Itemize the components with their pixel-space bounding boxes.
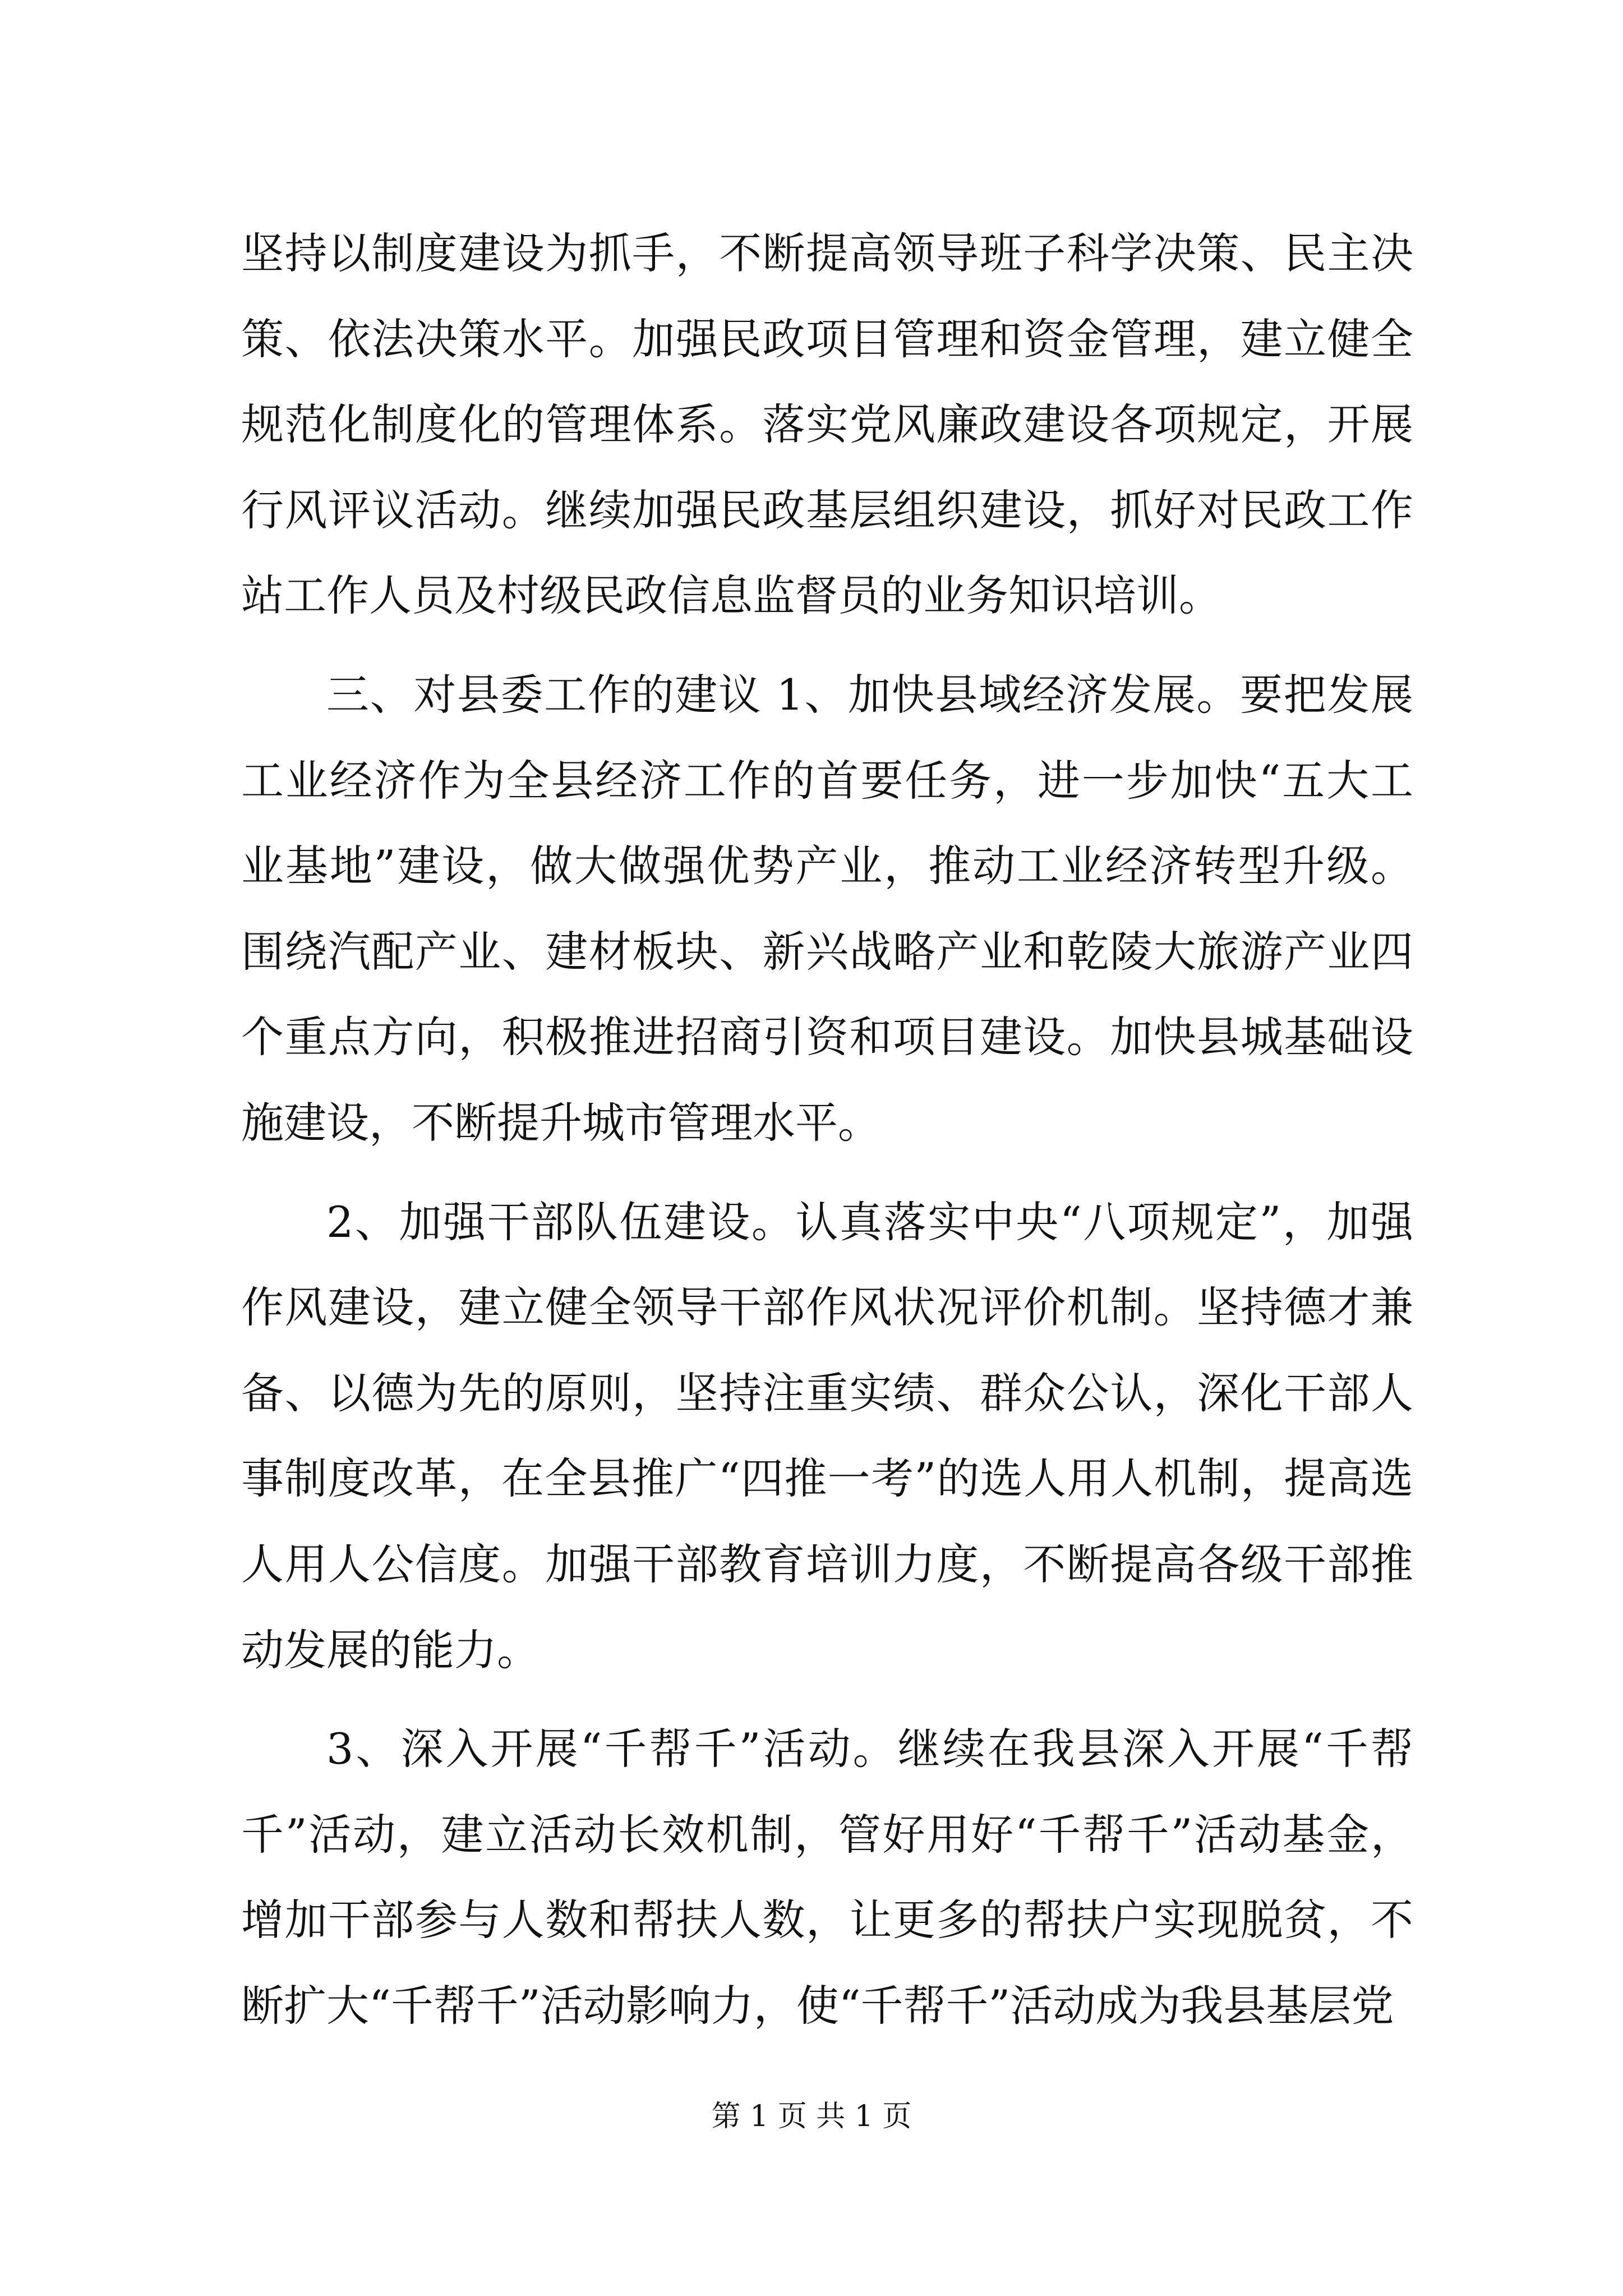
paragraph-continuation: 坚持以制度建设为抓手，不断提高领导班子科学决策、民主决策、依法决策水平。加强民政项目管理和资金管理，建立健全规范化制度化的管理体系。落实党风廉政建设各项规定，开展行风评议活动。继续加强民政基层组织建设，抓好对民政工作站工作人员及村级民政信息监督员的业务知识培训。 [241,228,1413,621]
page-footer: 第 1 页 共 1 页 [711,2100,912,2133]
paragraph-qianbangqian: 3、深入开展“千帮千”活动。继续在我县深入开展“千帮千”活动，建立活动长效机制，管好用好“千帮千”活动基金，增加干部参与人数和帮扶人数，让更多的帮扶户实现脱贫，不断扩大“千帮千”活动影响力，使“千帮千”活动成为我县基层党 [241,1724,1413,2031]
paragraph-cadre-team: 2、加强干部队伍建设。认真落实中央“八项规定”，加强作风建设，建立健全领导干部作风状况评价机制。坚持德才兼备、以德为先的原则，坚持注重实绩、群众公认，深化干部人事制度改革，在全县推广“四推一考”的选人用人机制，提高选人用人公信度。加强干部教育培训力度，不断提高各级干部推动发展的能力。 [241,1197,1413,1675]
document-body [241,211,1413,2062]
paragraph-county-economy: 三、对县委工作的建议 1、加快县域经济发展。要把发展工业经济作为全县经济工作的首要任务，进一步加快“五大工业基地”建设，做大做强优势产业，推动工业经济转型升级。围绕汽配产业、建材板块、新兴战略产业和乾陵大旅游产业四个重点方向，积极推进招商引资和项目建设。加快县城基础设施建设，不断提升城市管理水平。 [241,669,1413,1148]
